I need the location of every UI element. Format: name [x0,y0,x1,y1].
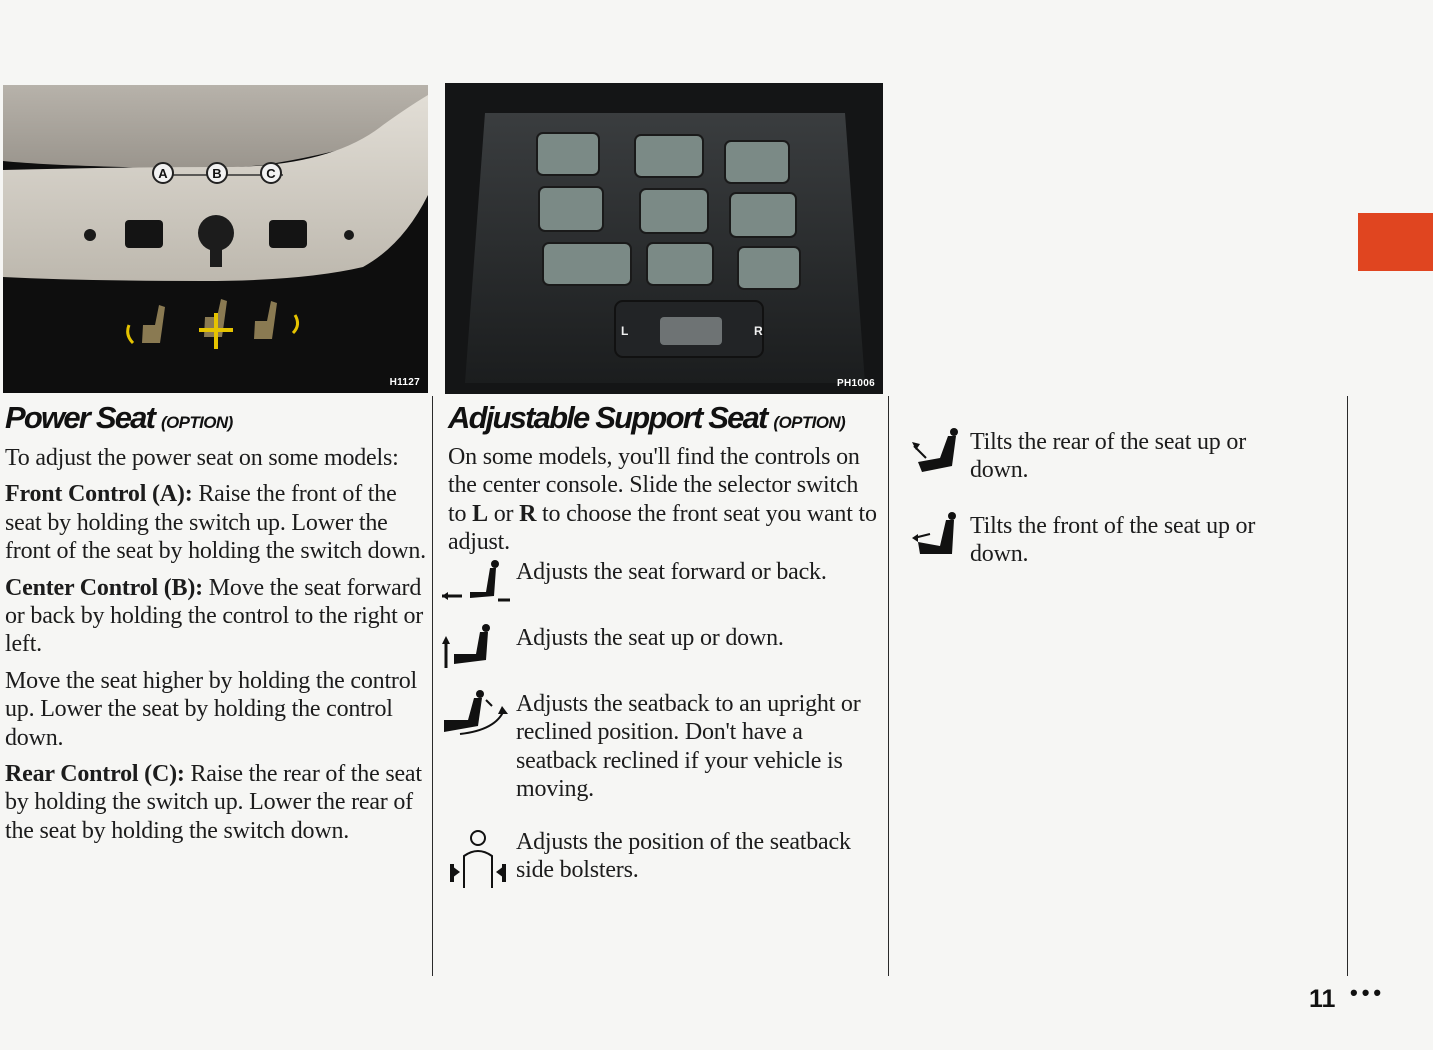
support-item [440,828,876,894]
intro-l-letter: L [472,500,488,527]
seatback-recline-icon [440,690,512,746]
support-item-text: Adjusts the seat forward or back. [516,559,827,585]
support-item-text: Adjusts the position of the seatback side bolsters. [516,829,851,884]
support-item-text: Adjusts the seat up or down. [516,625,784,651]
center-control-paragraph [5,574,427,659]
console-switch-illustration [445,83,883,394]
support-item-text: Adjusts the seatback to an upright or reclined position. Don't have a seatback reclined if your vehicle is moving. [516,691,861,803]
support-seat-heading [448,400,845,436]
support-seat-intro [448,443,878,557]
heading-option: (OPTION) [773,413,846,432]
photo-code: PH1006 [837,378,875,389]
tilt-item [910,512,1310,569]
column-divider [1347,396,1348,976]
section-tab-marker [1358,213,1433,271]
heading-title: Adjustable Support Seat [448,400,767,435]
seat-forward-back-icon [440,558,512,604]
page-number: 11 [1309,985,1336,1013]
intro-text: or [487,500,520,527]
support-item [440,558,876,604]
selector-left-label: L [621,324,629,338]
photo-code: H1127 [389,377,420,388]
power-seat-illustration [3,85,428,393]
intro-text: On some models, you'll find the controls on the center console. Slide the selector switch to [448,444,860,527]
intro-text: to choose the front seat you want to adjust. [448,500,877,556]
heading-title: Power Seat [5,400,155,435]
power-seat-controls-photo [3,85,428,393]
seat-height-paragraph: Move the seat higher by holding the control up. Lower the seat by holding the control down. [5,667,417,751]
column-divider [432,396,433,976]
front-control-paragraph [5,480,427,565]
heading-option: (OPTION) [160,413,233,432]
intro-r-letter: R [519,500,537,527]
power-seat-body [5,444,427,853]
rear-control-paragraph [5,760,427,845]
tilt-item-text: Tilts the front of the seat up or down. [970,513,1256,568]
page-dots: ••• [1350,980,1386,1005]
seat-rear-tilt-icon [910,428,966,478]
selector-right-label: R [754,324,763,338]
callout-a: A [158,166,168,181]
column-divider [888,396,889,976]
tilt-item [910,428,1310,485]
seat-up-down-icon [440,624,512,670]
side-bolster-icon [440,828,512,894]
callout-c: C [266,166,276,181]
support-item [440,624,876,670]
power-seat-heading [5,400,233,436]
callout-b: B [212,166,222,181]
rear-control-text: Raise the rear of the seat by holding the switch up. Lower the rear of the seat by holding the switch down. [5,761,422,844]
support-seat-console-photo [445,83,883,394]
power-seat-intro: To adjust the power seat on some models: [5,445,399,471]
rear-control-label: Rear Control (C): [5,761,185,788]
front-control-label: Front Control (A): [5,481,193,508]
center-control-label: Center Control (B): [5,574,203,601]
seat-front-tilt-icon [910,512,966,562]
support-item [440,690,876,804]
center-control-text: Move the seat forward or back by holding the control to the right or left. [5,574,424,658]
tilt-item-text: Tilts the rear of the seat up or down. [970,429,1246,484]
front-control-text: Raise the front of the seat by holding the switch up. Lower the front of the seat by holding the switch down. [5,481,426,565]
